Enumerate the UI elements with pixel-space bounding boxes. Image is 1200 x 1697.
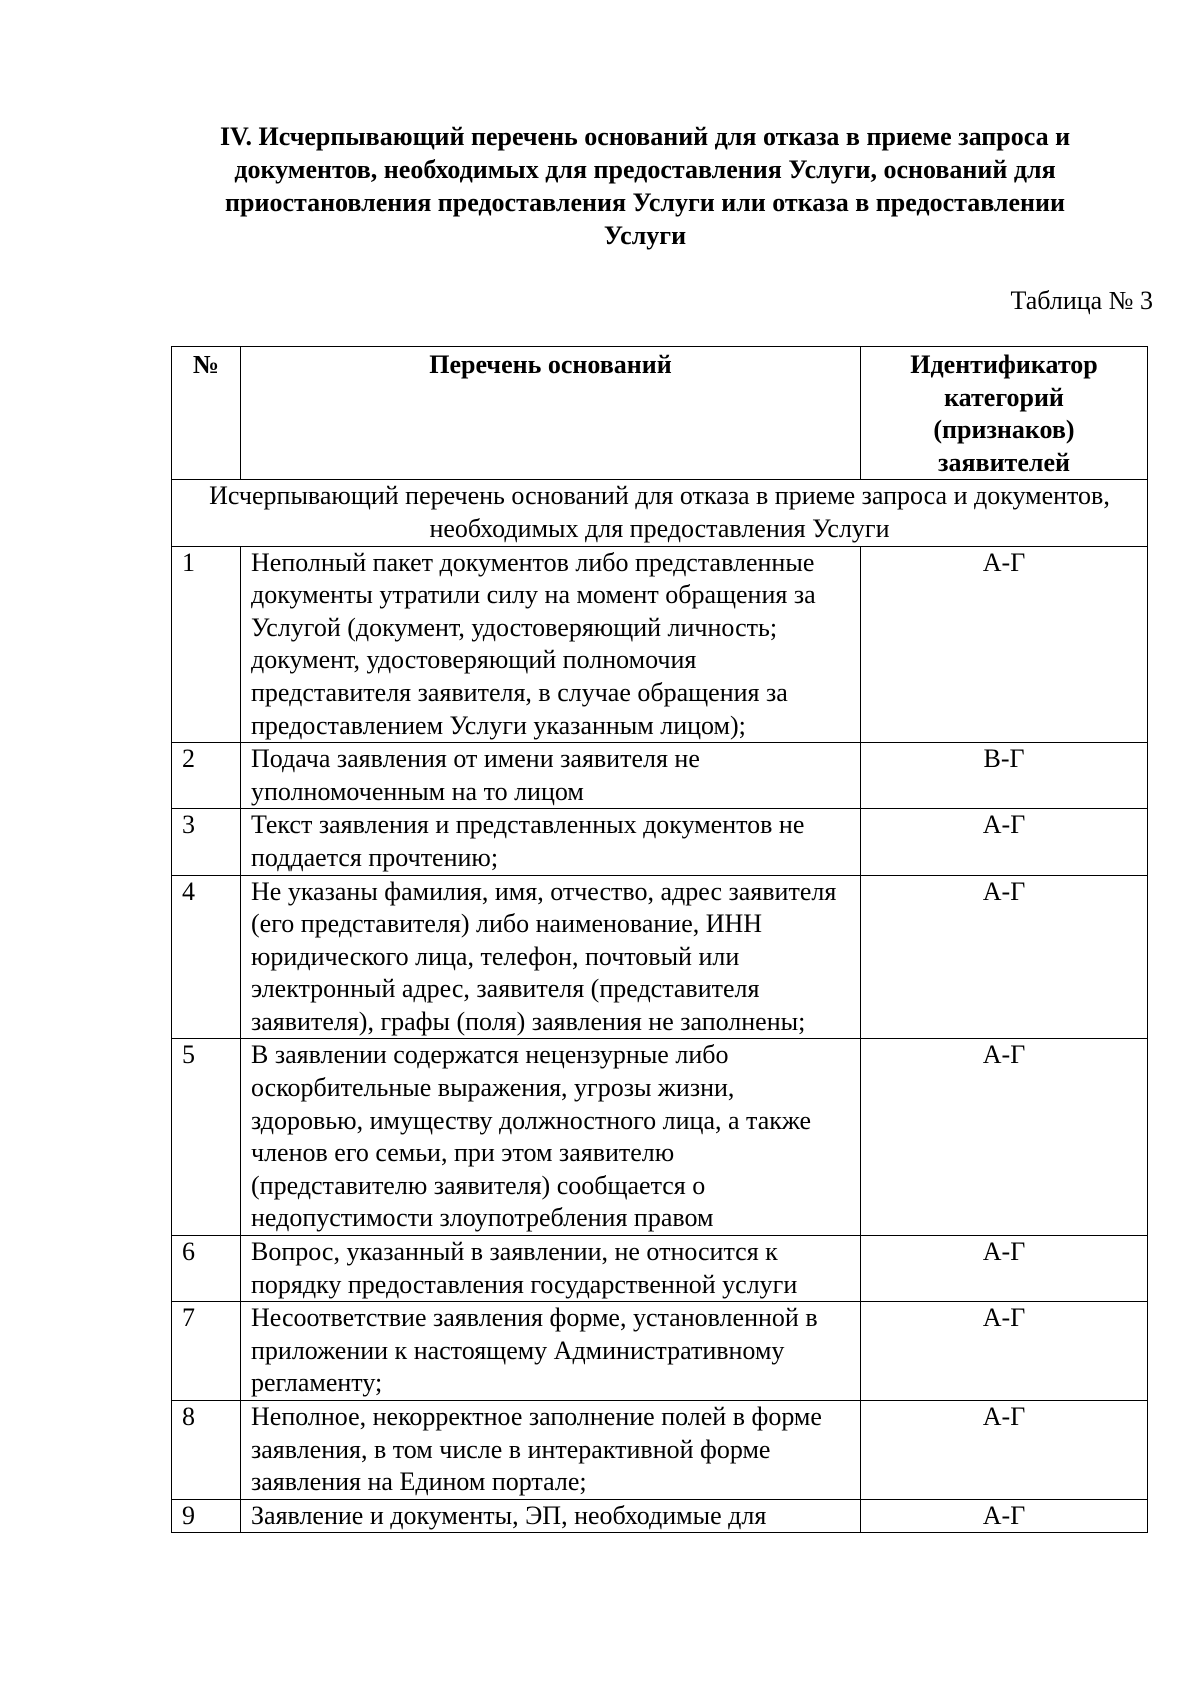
row-ground-text: Несоответствие заявления форме, установленной в приложении к настоящему Административному регламенту; (241, 1302, 861, 1401)
table-row (172, 1236, 1148, 1302)
table-row (172, 1401, 1148, 1500)
table-row (172, 1499, 1148, 1533)
row-applicant-id: А-Г (861, 809, 1148, 875)
row-ground-text: В заявлении содержатся нецензурные либо оскорбительные выражения, угрозы жизни, здоровью, имуществу должностного лица, а также членов его семьи, при этом заявителю (представителю заявителя) сообщается о недопустимости злоупотребления правом (241, 1039, 861, 1236)
header-grounds: Перечень оснований (241, 347, 861, 480)
row-number: 4 (172, 875, 241, 1039)
table-row (172, 743, 1148, 809)
row-applicant-id: А-Г (861, 1401, 1148, 1500)
table-row (172, 809, 1148, 875)
row-applicant-id: А-Г (861, 875, 1148, 1039)
row-number: 6 (172, 1236, 241, 1302)
row-number: 1 (172, 546, 241, 743)
row-ground-text: Вопрос, указанный в заявлении, не относится к порядку предоставления государственной услуги (241, 1236, 861, 1302)
section-title: Исчерпывающий перечень оснований для отказа в приеме запроса и документов, необходимых для предоставления Услуги (172, 480, 1148, 546)
row-ground-text: Заявление и документы, ЭП, необходимые для (241, 1499, 861, 1533)
row-number: 3 (172, 809, 241, 875)
table-row (172, 875, 1148, 1039)
header-number: № (172, 347, 241, 480)
row-applicant-id: А-Г (861, 1039, 1148, 1236)
row-ground-text: Неполное, некорректное заполнение полей в форме заявления, в том числе в интерактивной форме заявления на Едином портале; (241, 1401, 861, 1500)
row-number: 9 (172, 1499, 241, 1533)
table-row (172, 546, 1148, 743)
header-identifier: Идентификатор категорий (признаков) заявителей (861, 347, 1148, 480)
row-applicant-id: А-Г (861, 1499, 1148, 1533)
section-row (172, 480, 1148, 546)
table-caption: Таблица № 3 (1010, 286, 1153, 315)
table-row (172, 1302, 1148, 1401)
grounds-table (171, 346, 1148, 1533)
row-ground-text: Не указаны фамилия, имя, отчество, адрес заявителя (его представителя) либо наименование, ИНН юридического лица, телефон, почтовый или электронный адрес, заявителя (представителя заявителя), графы (поля) заявления не заполнены; (241, 875, 861, 1039)
table-header-row (172, 347, 1148, 480)
row-number: 2 (172, 743, 241, 809)
row-number: 5 (172, 1039, 241, 1236)
row-applicant-id: В-Г (861, 743, 1148, 809)
row-applicant-id: А-Г (861, 1236, 1148, 1302)
row-applicant-id: А-Г (861, 1302, 1148, 1401)
section-heading: IV. Исчерпывающий перечень оснований для отказа в приеме запроса и документов, необходимых для предоставления Услуги, оснований для приостановления предоставления Услуги или отказа в предоставлении Услуги (219, 122, 1071, 250)
row-number: 8 (172, 1401, 241, 1500)
row-ground-text: Текст заявления и представленных документов не поддается прочтению; (241, 809, 861, 875)
row-number: 7 (172, 1302, 241, 1401)
table-row (172, 1039, 1148, 1236)
row-applicant-id: А-Г (861, 546, 1148, 743)
row-ground-text: Подача заявления от имени заявителя не уполномоченным на то лицом (241, 743, 861, 809)
row-ground-text: Неполный пакет документов либо представленные документы утратили силу на момент обращения за Услугой (документ, удостоверяющий личность; документ, удостоверяющий полномочия представителя заявителя, в случае обращения за предоставлением Услуги указанным лицом); (241, 546, 861, 743)
